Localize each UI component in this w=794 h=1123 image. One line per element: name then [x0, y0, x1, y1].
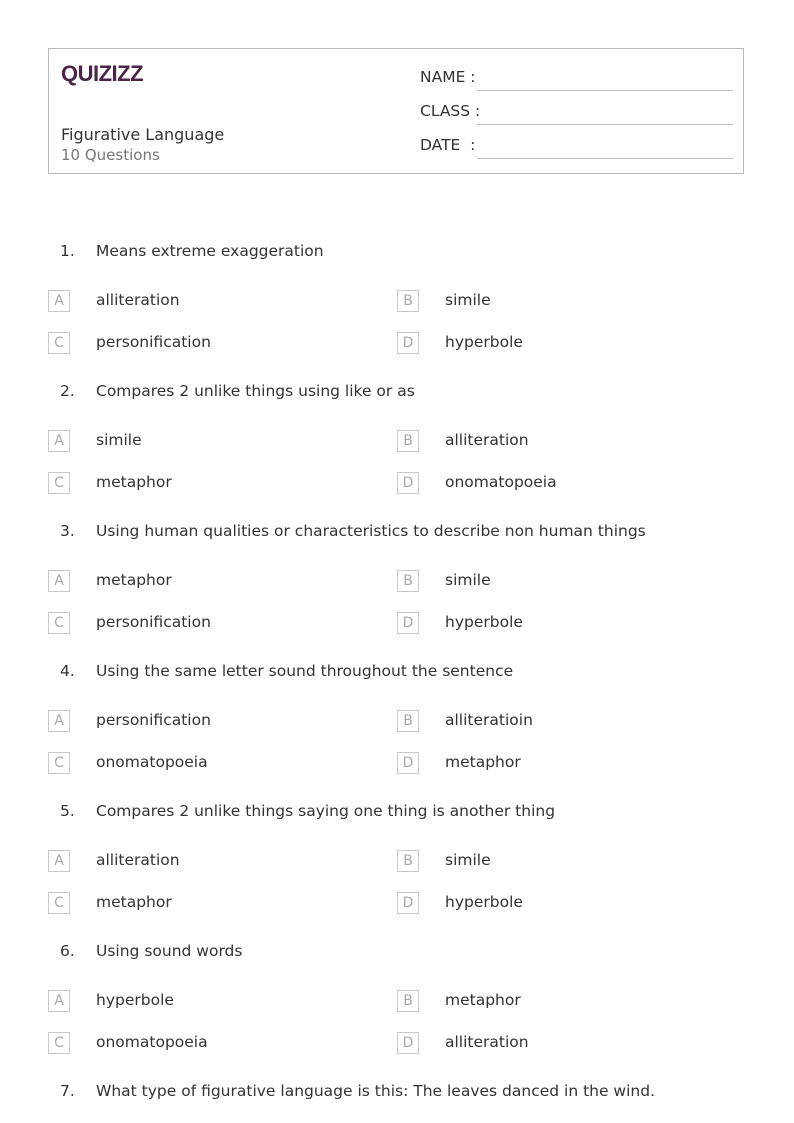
- option-b[interactable]: [397, 430, 727, 454]
- option-letter-box: B: [397, 850, 419, 872]
- class-label: CLASS :: [420, 102, 481, 120]
- option-text: alliteration: [445, 1033, 529, 1051]
- option-letter-box: A: [48, 290, 70, 312]
- option-letter-box: C: [48, 612, 70, 634]
- option-text: hyperbole: [445, 613, 523, 631]
- question-text: Compares 2 unlike things using like or as: [96, 382, 415, 400]
- option-text: onomatopoeia: [96, 1033, 208, 1051]
- option-text: metaphor: [445, 991, 521, 1009]
- option-d[interactable]: [397, 892, 727, 916]
- option-c[interactable]: [48, 1032, 378, 1056]
- option-letter-box: B: [397, 570, 419, 592]
- question-number: 3.: [60, 522, 75, 540]
- class-line[interactable]: [477, 124, 733, 125]
- option-text: hyperbole: [96, 991, 174, 1009]
- option-letter-box: D: [397, 892, 419, 914]
- option-text: onomatopoeia: [445, 473, 557, 491]
- option-b[interactable]: [397, 570, 727, 594]
- question-number: 7.: [60, 1082, 75, 1100]
- class-field[interactable]: [420, 102, 733, 126]
- option-text: metaphor: [445, 753, 521, 771]
- option-text: alliteration: [96, 851, 180, 869]
- option-b[interactable]: [397, 710, 727, 734]
- option-c[interactable]: [48, 892, 378, 916]
- option-text: personification: [96, 333, 211, 351]
- name-field[interactable]: [420, 68, 733, 92]
- date-label: DATE :: [420, 136, 476, 154]
- option-a[interactable]: [48, 850, 378, 874]
- option-text: metaphor: [96, 473, 172, 491]
- option-text: simile: [96, 431, 142, 449]
- option-text: metaphor: [96, 571, 172, 589]
- option-text: alliteration: [96, 291, 180, 309]
- question-number: 1.: [60, 242, 75, 260]
- option-letter-box: B: [397, 290, 419, 312]
- option-letter-box: D: [397, 612, 419, 634]
- option-d[interactable]: [397, 1032, 727, 1056]
- option-text: hyperbole: [445, 333, 523, 351]
- option-letter-box: A: [48, 710, 70, 732]
- option-letter-box: D: [397, 1032, 419, 1054]
- option-text: onomatopoeia: [96, 753, 208, 771]
- option-letter-box: A: [48, 430, 70, 452]
- question-text: Compares 2 unlike things saying one thing is another thing: [96, 802, 556, 820]
- option-c[interactable]: [48, 612, 378, 636]
- question-text: Using the same letter sound throughout the sentence: [96, 662, 514, 680]
- option-text: simile: [445, 571, 491, 589]
- option-b[interactable]: [397, 850, 727, 874]
- option-letter-box: A: [48, 570, 70, 592]
- worksheet-header: [48, 48, 744, 174]
- option-text: alliteration: [445, 431, 529, 449]
- question-number: 4.: [60, 662, 75, 680]
- option-c[interactable]: [48, 472, 378, 496]
- option-letter-box: C: [48, 332, 70, 354]
- option-a[interactable]: [48, 290, 378, 314]
- date-field[interactable]: [420, 136, 733, 160]
- option-text: simile: [445, 851, 491, 869]
- question-text: Using sound words: [96, 942, 243, 960]
- question-text: What type of figurative language is this: The leaves danced in the wind.: [96, 1082, 656, 1100]
- option-d[interactable]: [397, 332, 727, 356]
- name-line[interactable]: [477, 90, 733, 91]
- option-text: alliteratioin: [445, 711, 533, 729]
- date-line[interactable]: [477, 158, 733, 159]
- worksheet-title: Figurative Language: [61, 125, 225, 144]
- option-letter-box: D: [397, 752, 419, 774]
- option-text: personification: [96, 711, 211, 729]
- name-label: NAME :: [420, 68, 476, 86]
- option-letter-box: C: [48, 752, 70, 774]
- option-c[interactable]: [48, 332, 378, 356]
- option-letter-box: A: [48, 990, 70, 1012]
- option-letter-box: C: [48, 892, 70, 914]
- option-text: hyperbole: [445, 893, 523, 911]
- option-text: simile: [445, 291, 491, 309]
- option-letter-box: B: [397, 430, 419, 452]
- option-a[interactable]: [48, 570, 378, 594]
- option-d[interactable]: [397, 752, 727, 776]
- option-d[interactable]: [397, 472, 727, 496]
- question-number: 5.: [60, 802, 75, 820]
- quizizz-logo: [61, 58, 153, 88]
- question-number: 2.: [60, 382, 75, 400]
- option-letter-box: C: [48, 472, 70, 494]
- question-text: Using human qualities or characteristics to describe non human things: [96, 522, 646, 540]
- option-text: personification: [96, 613, 211, 631]
- option-c[interactable]: [48, 752, 378, 776]
- option-d[interactable]: [397, 612, 727, 636]
- svg-text:QUIZIZZ: QUIZIZZ: [61, 61, 144, 86]
- option-text: metaphor: [96, 893, 172, 911]
- option-a[interactable]: [48, 990, 378, 1014]
- option-b[interactable]: [397, 990, 727, 1014]
- option-letter-box: A: [48, 850, 70, 872]
- question-count: 10 Questions: [61, 146, 160, 164]
- option-b[interactable]: [397, 290, 727, 314]
- option-letter-box: D: [397, 472, 419, 494]
- option-letter-box: D: [397, 332, 419, 354]
- option-a[interactable]: [48, 430, 378, 454]
- question-text: Means extreme exaggeration: [96, 242, 324, 260]
- option-letter-box: B: [397, 990, 419, 1012]
- question-number: 6.: [60, 942, 75, 960]
- option-letter-box: C: [48, 1032, 70, 1054]
- option-letter-box: B: [397, 710, 419, 732]
- option-a[interactable]: [48, 710, 378, 734]
